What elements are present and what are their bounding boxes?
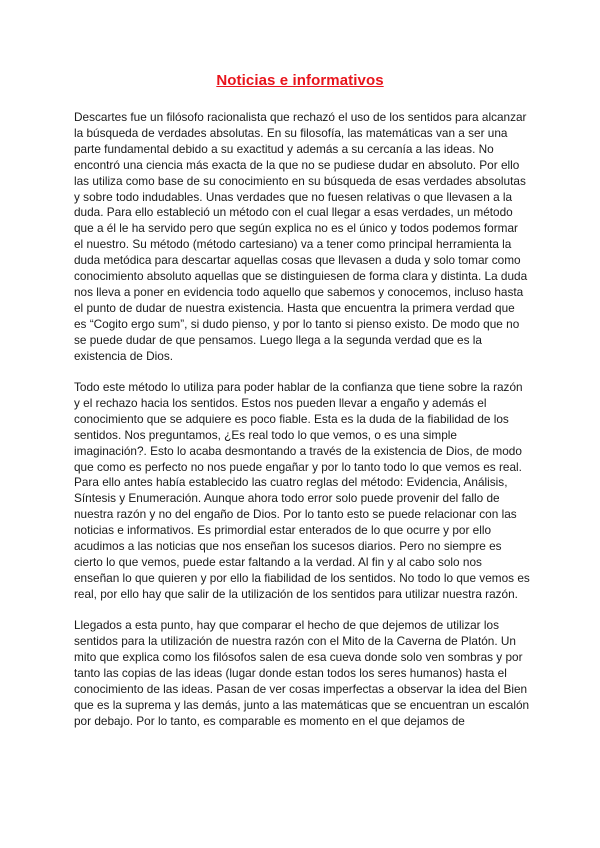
document-title: Noticias e informativos [216,72,384,89]
document-body [74,110,530,745]
paragraph-1: Descartes fue un filósofo racionalista que rechazó el uso de los sentidos para alcanzar la búsqueda de verdades absolutas. En su filosofía, las matemáticas van a ser una parte fundamental debido a su exactitud y además a su cercanía a las ideas. No encontró una ciencia más exacta de la que no se pudiese dudar en absoluto. Por ello las utiliza como base de su conocimiento en su búsqueda de esas verdades absolutas y sobre todo indudables. Unas verdades que no fuesen relativas o que llevasen a la duda. Para ello estableció un método con el cual llegar a esas verdades, un método que a él le ha servido pero que según explica no es el único y todos podemos formar el nuestro. Su método (método cartesiano) va a tener como principal herramienta la duda metódica para descartar aquellas cosas que llevasen a duda y solo tomar como conocimiento absoluto aquellas que se distinguiesen de forma clara y distinta. La duda nos lleva a poner en evidencia todo aquello que sabemos y conocemos, incluso hasta el punto de dudar de nuestra existencia. Hasta que encuentra la primera verdad que es “Cogito ergo sum”, si dudo pienso, y por lo tanto si pienso existo. De modo que no se puede dudar de que pensamos. Luego llega a la segunda verdad que es la existencia de Dios. [74,110,528,363]
paragraph-3: Llegados a esta punto, hay que comparar el hecho de que dejemos de utilizar los sentidos para la utilización de nuestra razón con el Mito de la Caverna de Platón. Un mito que explica como los filósofos salen de esa cueva donde solo ven sombras y por tanto las copias de las ideas (lugar donde estan todos los seres humanos) hasta el conocimiento de las ideas. Pasan de ver cosas imperfectas a observar la idea del Bien que es la suprema y las demás, junto a las matemáticas que se encuentran un escalón por debajo. Por lo tanto, es comparable es momento en el que dejamos de [74,618,530,728]
paragraph-2: Todo este método lo utiliza para poder hablar de la confianza que tiene sobre la razón y el rechazo hacia los sentidos. Estos nos pueden llevar a engaño y además el conocimiento que se adquiere es poco fiable. Esta es la duda de la fiabilidad de los sentidos. Nos preguntamos, ¿Es real todo lo que vemos, o es una simple imaginación?. Esto lo acaba desmontando a través de la existencia de Dios, de modo que como es perfecto no nos puede engañar y por lo tanto todo lo que vemos es real. Para ello antes había establecido las cuatro reglas del método: Evidencia, Análisis, Síntesis y Enumeración. Aunque ahora todo error solo puede provenir del fallo de nuestra razón y no del engaño de Dios. Por lo tanto esto se puede relacionar con las noticias e informativos. Es primordial estar enterados de lo que ocurre y por ello acudimos a las noticias que nos enseñan los sucesos diarios. Pero no siempre es cierto lo que vemos, puede estar faltando a la verdad. Al fin y al cabo solo nos enseñan lo que quieren y por ello la fiabilidad de los sentidos. No todo lo que vemos es real, por ello hay que salir de la utilización de los sentidos para utilizar nuestra razón. [74,380,530,601]
